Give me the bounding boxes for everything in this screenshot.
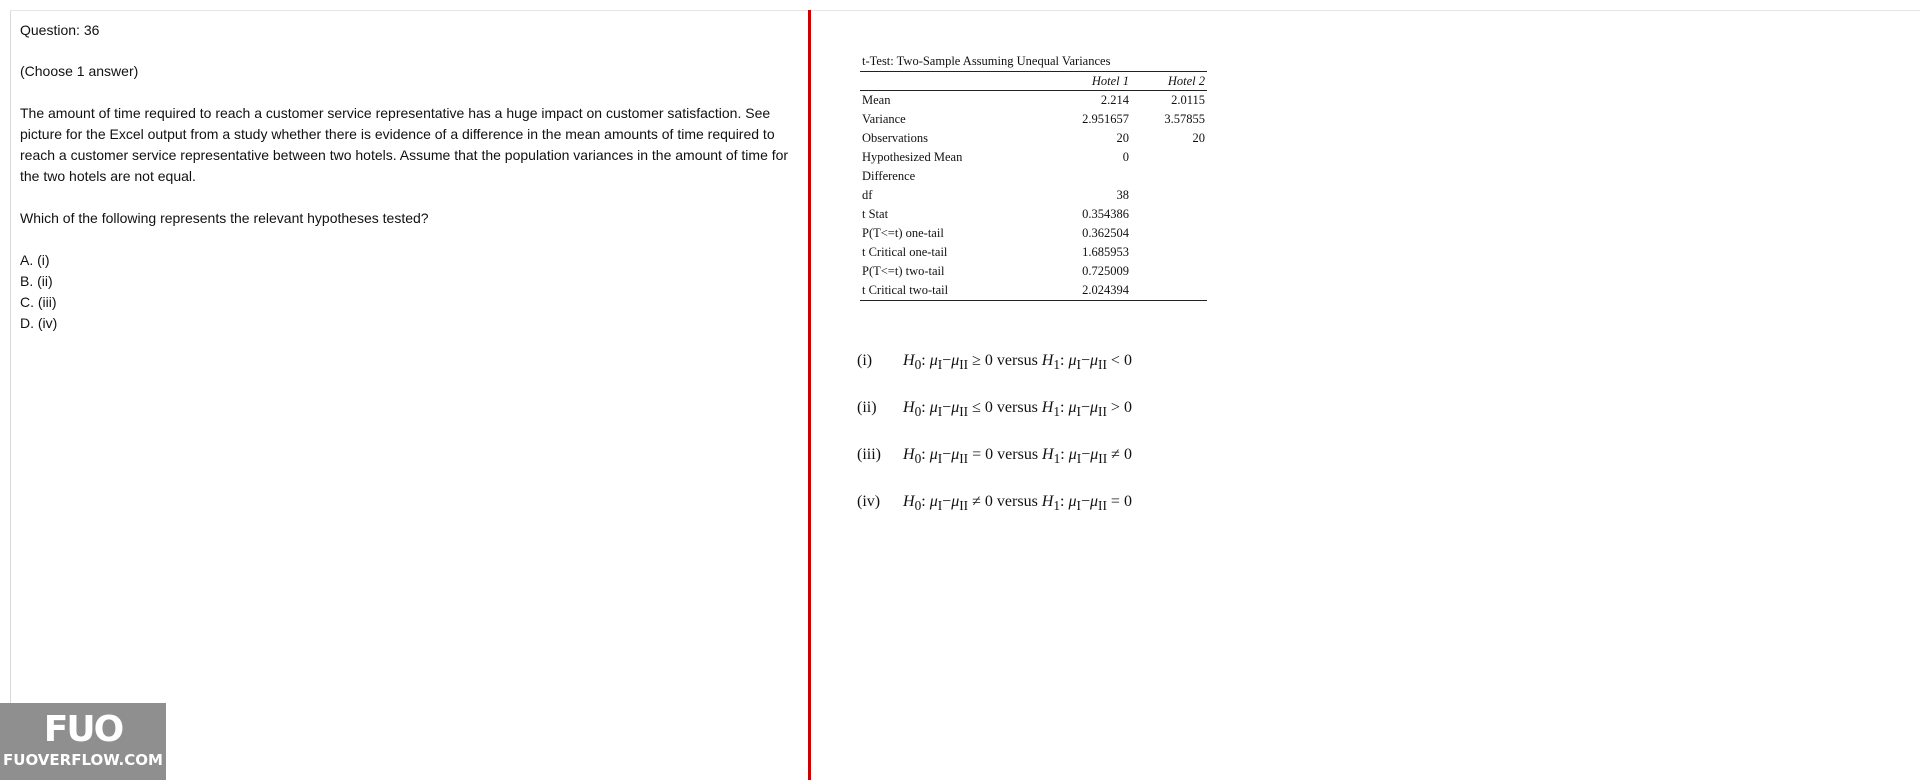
h0-relation: = xyxy=(972,446,982,463)
option-d[interactable]: D. (iv) xyxy=(20,315,58,331)
excel-row-label: t Stat xyxy=(862,207,889,221)
excel-cell: 38 xyxy=(1116,188,1129,202)
h0-relation: ≤ xyxy=(972,399,981,416)
h1-relation: > xyxy=(1110,399,1120,416)
h1-subscript: 1 xyxy=(1053,357,1061,373)
watermark-logo xyxy=(0,703,166,780)
option-c[interactable]: C. (iii) xyxy=(20,294,57,310)
h1-zero: 0 xyxy=(1123,352,1132,369)
mu-symbol: μ xyxy=(1090,446,1099,463)
h0-subscript: 0 xyxy=(914,498,922,514)
hypothesis-label: (iii) xyxy=(857,446,881,463)
hypothesis-label: (i) xyxy=(857,352,873,369)
excel-title: t-Test: Two-Sample Assuming Unequal Variances xyxy=(862,54,1111,68)
excel-row-label: t Critical two-tail xyxy=(862,283,949,297)
excel-table xyxy=(860,71,1207,301)
excel-cell xyxy=(1056,167,1131,186)
mu-symbol: μ xyxy=(1068,446,1077,463)
mu-symbol: μ xyxy=(1068,352,1077,369)
excel-cell: 2.0115 xyxy=(1171,93,1205,107)
excel-cell: 2.214 xyxy=(1100,93,1129,107)
h1-symbol: H xyxy=(1042,446,1054,463)
h1-relation: ≠ xyxy=(1111,446,1120,463)
mu-subscript-i: I xyxy=(1076,451,1082,467)
question-prompt: Which of the following represents the relevant hypotheses tested? xyxy=(20,210,429,226)
excel-cell xyxy=(1131,243,1207,262)
excel-row-label: P(T<=t) one-tail xyxy=(862,226,944,240)
excel-cell: 0.354386 xyxy=(1082,207,1129,221)
mu-symbol: μ xyxy=(1090,399,1099,416)
excel-cell: 2.951657 xyxy=(1082,112,1129,126)
question-body: The amount of time required to reach a customer service representative has a huge impact on customer satisfaction. See picture for the Excel output from a study whether there is evidence of a difference in the mean amounts of time required to reach a customer service representative between two hotels. Assume that the population variances in the amount of time for the two hotels are not equal. xyxy=(20,105,789,184)
h1-subscript: 1 xyxy=(1053,404,1061,420)
mu-subscript-i: I xyxy=(937,404,943,420)
h0-zero: 0 xyxy=(985,446,994,463)
mu-symbol: μ xyxy=(1068,399,1077,416)
option-a[interactable]: A. (i) xyxy=(20,252,50,268)
excel-body xyxy=(860,91,1207,301)
excel-cell: 1.685953 xyxy=(1082,245,1129,259)
excel-cell xyxy=(1131,224,1207,243)
h0-zero: 0 xyxy=(984,399,993,416)
mu-subscript-ii: II xyxy=(959,357,969,373)
question-instruction: (Choose 1 answer) xyxy=(20,63,139,79)
mu-symbol: μ xyxy=(1090,493,1099,510)
excel-row-label: Variance xyxy=(862,112,906,126)
excel-row xyxy=(860,148,1207,167)
excel-row xyxy=(860,243,1207,262)
excel-row-label: Hypothesized Mean xyxy=(862,150,963,164)
h1-symbol: H xyxy=(1041,352,1054,369)
excel-cell xyxy=(1131,262,1207,281)
hypothesis-item xyxy=(857,399,1132,446)
h0-relation: ≠ xyxy=(972,493,981,510)
excel-row-label: df xyxy=(862,188,873,202)
h0-symbol: H xyxy=(903,446,915,463)
h1-symbol: H xyxy=(1041,493,1054,510)
excel-cell xyxy=(1131,205,1207,224)
hypothesis-label: (ii) xyxy=(857,399,877,416)
excel-row xyxy=(860,224,1207,243)
excel-row-label: t Critical one-tail xyxy=(862,245,948,259)
mu-subscript-i: I xyxy=(937,451,943,467)
excel-cell: 20 xyxy=(1192,131,1205,145)
excel-header-hotel2: Hotel 2 xyxy=(1131,72,1207,91)
versus-word: versus xyxy=(997,446,1039,463)
h0-symbol: H xyxy=(903,399,915,416)
excel-cell xyxy=(1131,186,1207,205)
h0-subscript: 0 xyxy=(914,404,922,420)
h0-zero: 0 xyxy=(984,352,993,369)
h0-symbol: H xyxy=(903,493,915,510)
hypothesis-item xyxy=(857,446,1132,493)
mu-symbol: μ xyxy=(951,352,960,369)
hypothesis-item xyxy=(857,493,1132,540)
excel-row xyxy=(860,110,1207,129)
versus-word: versus xyxy=(996,493,1038,510)
excel-cell xyxy=(1131,167,1207,186)
excel-row-label: Mean xyxy=(862,93,891,107)
mu-subscript-ii: II xyxy=(1098,498,1107,514)
excel-row xyxy=(860,281,1207,301)
mu-subscript-i: I xyxy=(937,498,943,514)
excel-row-label: Observations xyxy=(862,131,928,145)
h0-subscript: 0 xyxy=(914,357,922,373)
h0-symbol: H xyxy=(903,352,915,369)
excel-cell: 0 xyxy=(1122,150,1129,164)
excel-header-hotel1: Hotel 1 xyxy=(1056,72,1131,91)
excel-cell xyxy=(1131,148,1207,167)
h1-relation: < xyxy=(1110,352,1120,369)
h1-zero: 0 xyxy=(1123,399,1132,416)
mu-symbol: μ xyxy=(951,446,960,463)
h1-zero: 0 xyxy=(1123,446,1132,463)
hypothesis-label: (iv) xyxy=(857,493,881,510)
answer-options xyxy=(20,250,800,334)
mu-subscript-ii: II xyxy=(959,404,969,420)
mu-subscript-ii: II xyxy=(959,451,969,467)
excel-row xyxy=(860,186,1207,205)
mu-symbol: μ xyxy=(929,399,938,416)
mu-subscript-ii: II xyxy=(1098,404,1107,420)
mu-symbol: μ xyxy=(1068,493,1077,510)
excel-row xyxy=(860,129,1207,148)
question-number: Question: 36 xyxy=(20,22,100,38)
h1-relation: = xyxy=(1110,493,1120,510)
hypotheses-list xyxy=(857,352,1132,540)
mu-symbol: μ xyxy=(1090,352,1099,369)
excel-row xyxy=(860,91,1207,111)
logo-text: FUOVERFLOW.COM xyxy=(3,751,163,769)
mu-subscript-i: I xyxy=(937,357,943,373)
mu-subscript-ii: II xyxy=(1098,357,1107,373)
hypothesis-formula: $H_0$: $\mu_I-\mu_{II} \ge 0$ versus $H_1$: $\mu_I-\mu_{II} < 0$ xyxy=(903,352,1132,373)
excel-row-label: Difference xyxy=(862,169,916,183)
excel-cell: 20 xyxy=(1116,131,1129,145)
excel-header-blank xyxy=(860,72,1056,91)
excel-row xyxy=(860,167,1207,186)
excel-row xyxy=(860,262,1207,281)
mu-symbol: μ xyxy=(951,493,960,510)
h0-zero: 0 xyxy=(984,493,993,510)
mu-subscript-i: I xyxy=(1076,404,1081,420)
question-pane xyxy=(20,20,800,334)
excel-row-label: P(T<=t) two-tail xyxy=(862,264,945,278)
excel-cell: 0.725009 xyxy=(1082,264,1129,278)
h1-zero: 0 xyxy=(1123,493,1132,510)
hypothesis-formula: $H_0$: $\mu_I-\mu_{II} = 0$ versus $H_1$: $\mu_I-\mu_{II} \ne 0$ xyxy=(903,446,1132,467)
h1-subscript: 1 xyxy=(1053,498,1061,514)
excel-header-row xyxy=(860,72,1207,91)
h1-subscript: 1 xyxy=(1053,451,1061,467)
h1-symbol: H xyxy=(1041,399,1054,416)
excel-row xyxy=(860,205,1207,224)
versus-word: versus xyxy=(996,352,1038,369)
excel-cell: 2.024394 xyxy=(1082,283,1129,297)
mu-symbol: μ xyxy=(951,399,960,416)
hypothesis-formula: $H_0$: $\mu_I-\mu_{II} \ne 0$ versus $H_1$: $\mu_I-\mu_{II} = 0$ xyxy=(903,493,1132,514)
excel-cell: 0.362504 xyxy=(1082,226,1129,240)
excel-output xyxy=(860,52,1207,301)
mu-symbol: μ xyxy=(929,493,938,510)
versus-word: versus xyxy=(996,399,1038,416)
h0-subscript: 0 xyxy=(914,451,922,467)
mu-subscript-i: I xyxy=(1076,498,1081,514)
mu-symbol: μ xyxy=(929,446,938,463)
mu-subscript-i: I xyxy=(1076,357,1081,373)
mu-symbol: μ xyxy=(929,352,938,369)
mu-subscript-ii: II xyxy=(1098,451,1108,467)
hypothesis-item xyxy=(857,352,1132,399)
excel-cell: 3.57855 xyxy=(1164,112,1205,126)
option-b[interactable]: B. (ii) xyxy=(20,273,53,289)
excel-cell xyxy=(1131,281,1207,301)
image-pane xyxy=(860,52,1207,301)
h0-relation: ≥ xyxy=(972,352,981,369)
logo-mark: FUO xyxy=(43,709,123,750)
mu-subscript-ii: II xyxy=(959,498,969,514)
pane-divider xyxy=(808,10,811,780)
hypothesis-formula: $H_0$: $\mu_I-\mu_{II} \le 0$ versus $H_1$: $\mu_I-\mu_{II} > 0$ xyxy=(903,399,1132,420)
